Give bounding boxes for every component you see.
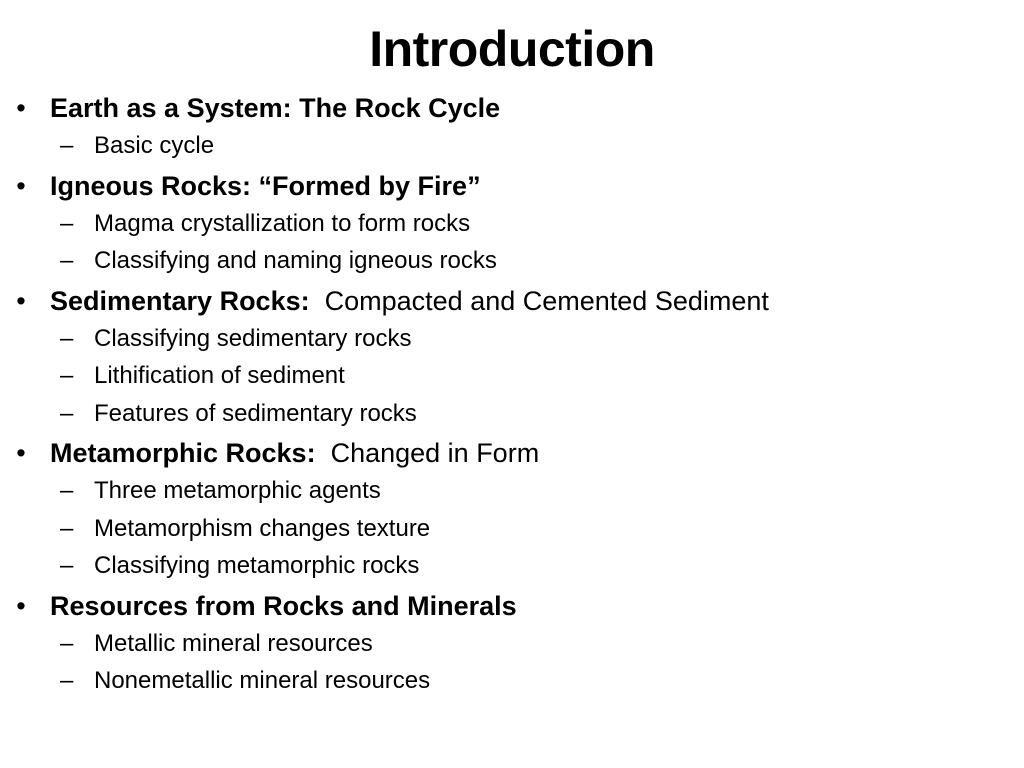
sub-item-label: Features of sedimentary rocks — [94, 399, 417, 427]
bullet-heading: Resources from Rocks and Minerals — [50, 590, 517, 621]
dash-icon: – — [60, 477, 74, 504]
dash-icon: – — [60, 362, 74, 389]
bullet-subheading: Compacted and Cemented Sediment — [324, 285, 769, 316]
bullet-metamorphic-rocks — [14, 434, 1004, 472]
dash-icon: – — [60, 247, 74, 274]
sub-item — [14, 472, 1004, 510]
sub-item-label: Metamorphism changes texture — [94, 514, 431, 542]
bullet-resources — [14, 587, 1004, 625]
sub-item-label: Magma crystallization to form rocks — [94, 209, 471, 237]
sub-item — [14, 320, 1004, 358]
dash-icon: – — [60, 324, 74, 352]
dash-icon: – — [60, 667, 74, 694]
bullet-icon: • — [16, 170, 26, 201]
sub-item — [14, 395, 1004, 433]
dash-icon: – — [60, 132, 74, 159]
sub-item-label: Lithification of sediment — [94, 362, 345, 389]
dash-icon: – — [60, 399, 74, 427]
sub-item-label: Basic cycle — [94, 132, 215, 159]
sub-item — [14, 357, 1004, 395]
bullet-igneous-rocks — [14, 167, 1004, 205]
sub-item — [14, 662, 1004, 700]
bullet-sedimentary-rocks — [14, 282, 1004, 320]
sub-item-label: Three metamorphic agents — [94, 477, 381, 504]
sub-item — [14, 205, 1004, 243]
sub-item — [14, 510, 1004, 548]
bullet-earth-system — [14, 89, 1004, 127]
sub-item-label: Metallic mineral resources — [94, 629, 373, 657]
dash-icon: – — [60, 629, 74, 657]
bullet-list — [14, 87, 1004, 700]
bullet-icon: • — [16, 285, 26, 316]
bullet-icon: • — [16, 438, 26, 468]
sub-item — [14, 127, 1004, 165]
slide-title: Introduction — [369, 21, 655, 77]
dash-icon: – — [60, 552, 74, 579]
bullet-heading: Sedimentary Rocks: — [50, 285, 310, 316]
bullet-heading: Igneous Rocks: “Formed by Fire” — [50, 170, 481, 201]
sub-item — [14, 547, 1004, 585]
dash-icon: – — [60, 514, 74, 542]
bullet-icon: • — [16, 93, 26, 123]
sub-item-label: Classifying sedimentary rocks — [94, 324, 412, 352]
bullet-icon: • — [16, 590, 26, 621]
bullet-heading: Earth as a System: The Rock Cycle — [50, 93, 501, 123]
bullet-subheading: Changed in Form — [330, 438, 540, 468]
sub-item-label: Classifying and naming igneous rocks — [94, 247, 497, 274]
sub-item — [14, 242, 1004, 280]
sub-item-label: Nonemetallic mineral resources — [94, 667, 431, 694]
sub-item — [14, 625, 1004, 663]
dash-icon: – — [60, 209, 74, 237]
sub-item-label: Classifying metamorphic rocks — [94, 552, 420, 579]
bullet-heading: Metamorphic Rocks: — [50, 438, 316, 468]
